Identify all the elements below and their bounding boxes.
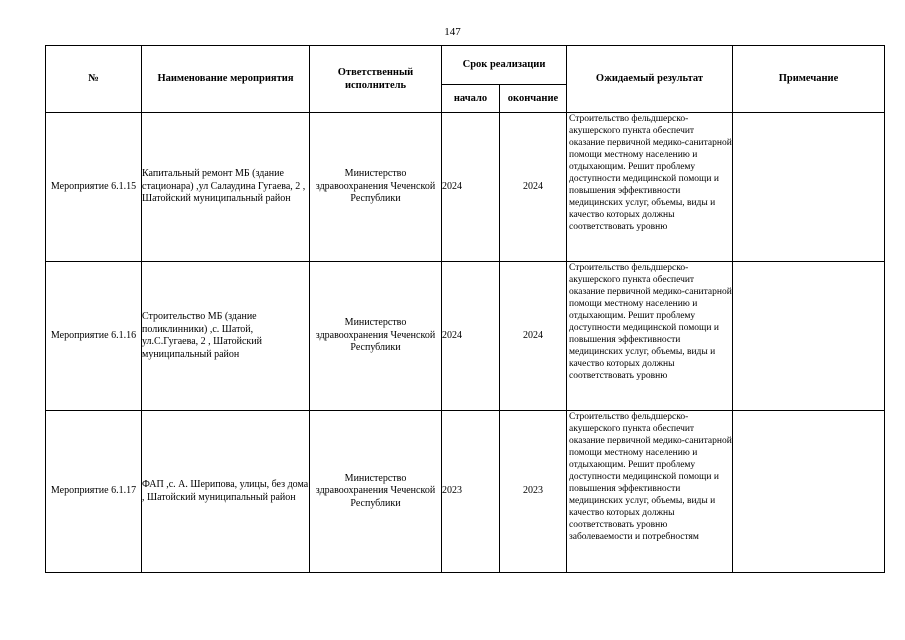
cell-note: [733, 262, 885, 411]
table-row: [46, 262, 885, 411]
cell-num: Мероприятие 6.1.17: [46, 411, 142, 573]
page-number: 147: [444, 26, 461, 38]
header-num: №: [46, 46, 142, 113]
cell-note: [733, 113, 885, 262]
cell-num: Мероприятие 6.1.15: [46, 113, 142, 262]
activities-table: [45, 45, 885, 573]
cell-name: Строительство МБ (здание поликлинники) ,с. Шатой, ул.С.Гугаева, 2 , Шатойский муниципальный район: [142, 262, 310, 411]
cell-start: 2023: [442, 411, 500, 573]
result-text: Строительство фельдшерско-акушерского пункта обеспечит оказание первичной медико-санитарной помощи местному населению и отдыхающим. Решит проблему доступности медицинской помощи и повышения эффективности медицинских услуг, объемы, виды и качество которых должны соответствовать уровню: [569, 114, 732, 232]
table-row: [46, 411, 885, 573]
cell-executor: Министерство здравоохранения Чеченской Республики: [310, 113, 442, 262]
cell-result: [567, 411, 733, 573]
cell-end: 2024: [500, 113, 567, 262]
header-name: Наименование мероприятия: [142, 46, 310, 113]
cell-name: ФАП ,с. А. Шерипова, улицы, без дома , Шатойский муниципальный район: [142, 411, 310, 573]
header-result: Ожидаемый результат: [567, 46, 733, 113]
header-end: окончание: [500, 85, 567, 113]
header-executor: Ответственный исполнитель: [310, 46, 442, 113]
table-row: [46, 113, 885, 262]
cell-start: 2024: [442, 113, 500, 262]
result-text: Строительство фельдшерско-акушерского пункта обеспечит оказание первичной медико-санитарной помощи местному населению и отдыхающим. Решит проблему доступности медицинской помощи и повышения эффективности медицинских услуг, объемы, виды и качество которых должны соответствовать уровню: [569, 263, 732, 381]
cell-end: 2024: [500, 262, 567, 411]
cell-name: Капитальный ремонт МБ (здание стационара) ,ул Салаудина Гугаева, 2 , Шатойский муниципальный район: [142, 113, 310, 262]
cell-start: 2024: [442, 262, 500, 411]
cell-num: Мероприятие 6.1.16: [46, 262, 142, 411]
header-row-1: [46, 46, 885, 85]
cell-result: [567, 113, 733, 262]
cell-end: 2023: [500, 411, 567, 573]
header-period: Срок реализации: [442, 46, 567, 85]
header-start: начало: [442, 85, 500, 113]
header-note: Примечание: [733, 46, 885, 113]
cell-executor: Министерство здравоохранения Чеченской Республики: [310, 262, 442, 411]
result-text: Строительство фельдшерско-акушерского пункта обеспечит оказание первичной медико-санитарной помощи местному населению и отдыхающим. Решит проблему доступности медицинской помощи и повышения эффективности медицинских услуг, объемы, виды и качество которых должны соответствовать уровню заболеваемости и потребностям: [569, 412, 732, 542]
cell-result: [567, 262, 733, 411]
cell-note: [733, 411, 885, 573]
cell-executor: Министерство здравоохранения Чеченской Республики: [310, 411, 442, 573]
